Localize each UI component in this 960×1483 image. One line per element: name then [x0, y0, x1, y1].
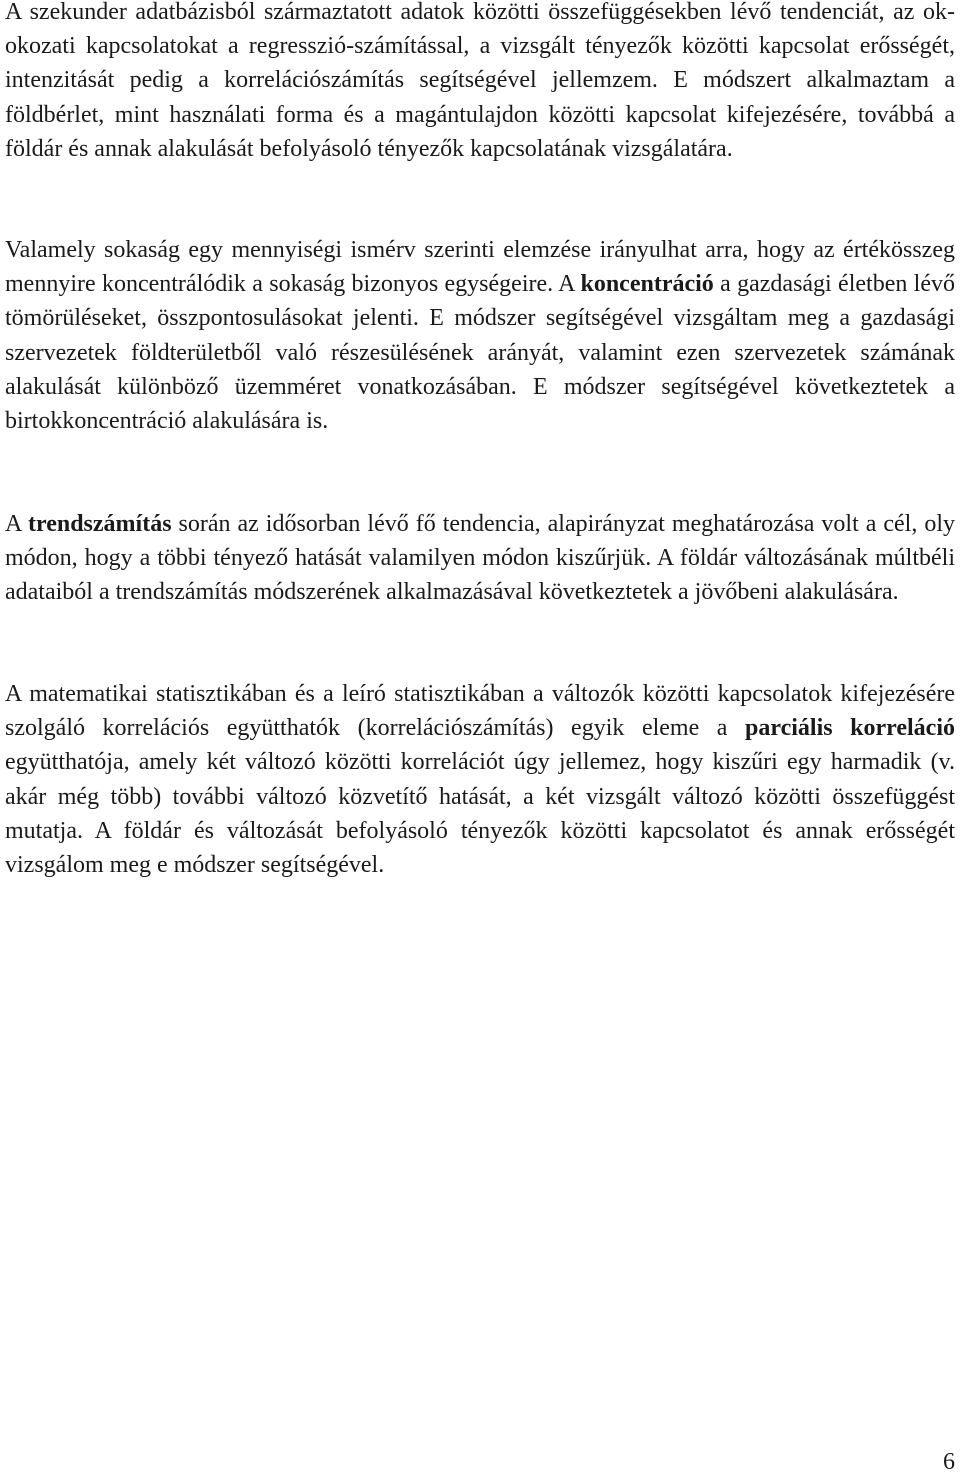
paragraph-text: A — [5, 511, 28, 537]
paragraph-text: Valamely sokaság egy mennyiségi ismérv szerinti elemzése irányulhat arra, hogy az értékösszeg mennyire koncentrálódik a sokaság bizonyos egységeire. A — [5, 237, 955, 298]
paragraph-text: együtthatója, amely két változó közötti korrelációt úgy jellemez, hogy kiszűri egy harmadik (v. akár még több) további változó közvetítő hatását, a két vizsgált változó közötti összefüggést mutatja. A földár és változását befolyásoló tényezők közötti kapcsolatot és annak erősségét vizsgálom meg e módszer segítségével. — [5, 749, 955, 879]
paragraph-data-analysis — [5, 0, 955, 166]
term-concentration: koncentráció — [580, 271, 714, 298]
paragraph-text: A matematikai statisztikában és a leíró statisztikában a változók közötti kapcsolatok kifejezésére szolgáló korrelációs együtthatók (korrelációszámítás) egyik eleme a — [5, 681, 955, 742]
paragraph-concentration — [5, 233, 955, 438]
page-number: 6 — [943, 1449, 955, 1475]
paragraph-trend-calculation — [5, 507, 955, 610]
paragraph-text: A szekunder adatbázisból származtatott adatok közötti összefüggésekben lévő tendenciát, az ok-okozati kapcsolatokat a regresszió-számítással, a vizsgált tényezők közötti kapcsolat erősségét, intenzitását pedig a korrelációszámítás segítségével jellemzem. E módszert alkalmaztam a földbérlet, mint használati forma és a magántulajdon közötti kapcsolat kifejezésére, továbbá a földár és annak alakulását befolyásoló tényezők kapcsolatának vizsgálatára. — [5, 0, 955, 162]
paragraph-text: a gazdasági életben lévő tömörüléseket, összpontosulásokat jelenti. E módszer segítségével vizsgáltam meg a gazdasági szervezetek földterületből való részesülésének arányát, valamint ezen szervezetek számának alakulását különböző üzemméret vonatkozásában. E módszer segítségével következtetek a birtokkoncentráció alakulására is. — [5, 271, 955, 435]
paragraph-text: során az idősorban lévő fő tendencia, alapirányzat meghatározása volt a cél, oly módon, hogy a többi tényező hatását valamilyen módon kiszűrjük. A földár változásának múltbéli adataiból a trendszámítás módszerének alkalmazásával következtetek a jövőbeni alakulására. — [5, 511, 955, 606]
paragraph-partial-correlation — [5, 677, 955, 882]
term-trend-calculation: trendszámítás — [28, 511, 172, 537]
term-partial-correlation: parciális korreláció — [745, 715, 955, 742]
